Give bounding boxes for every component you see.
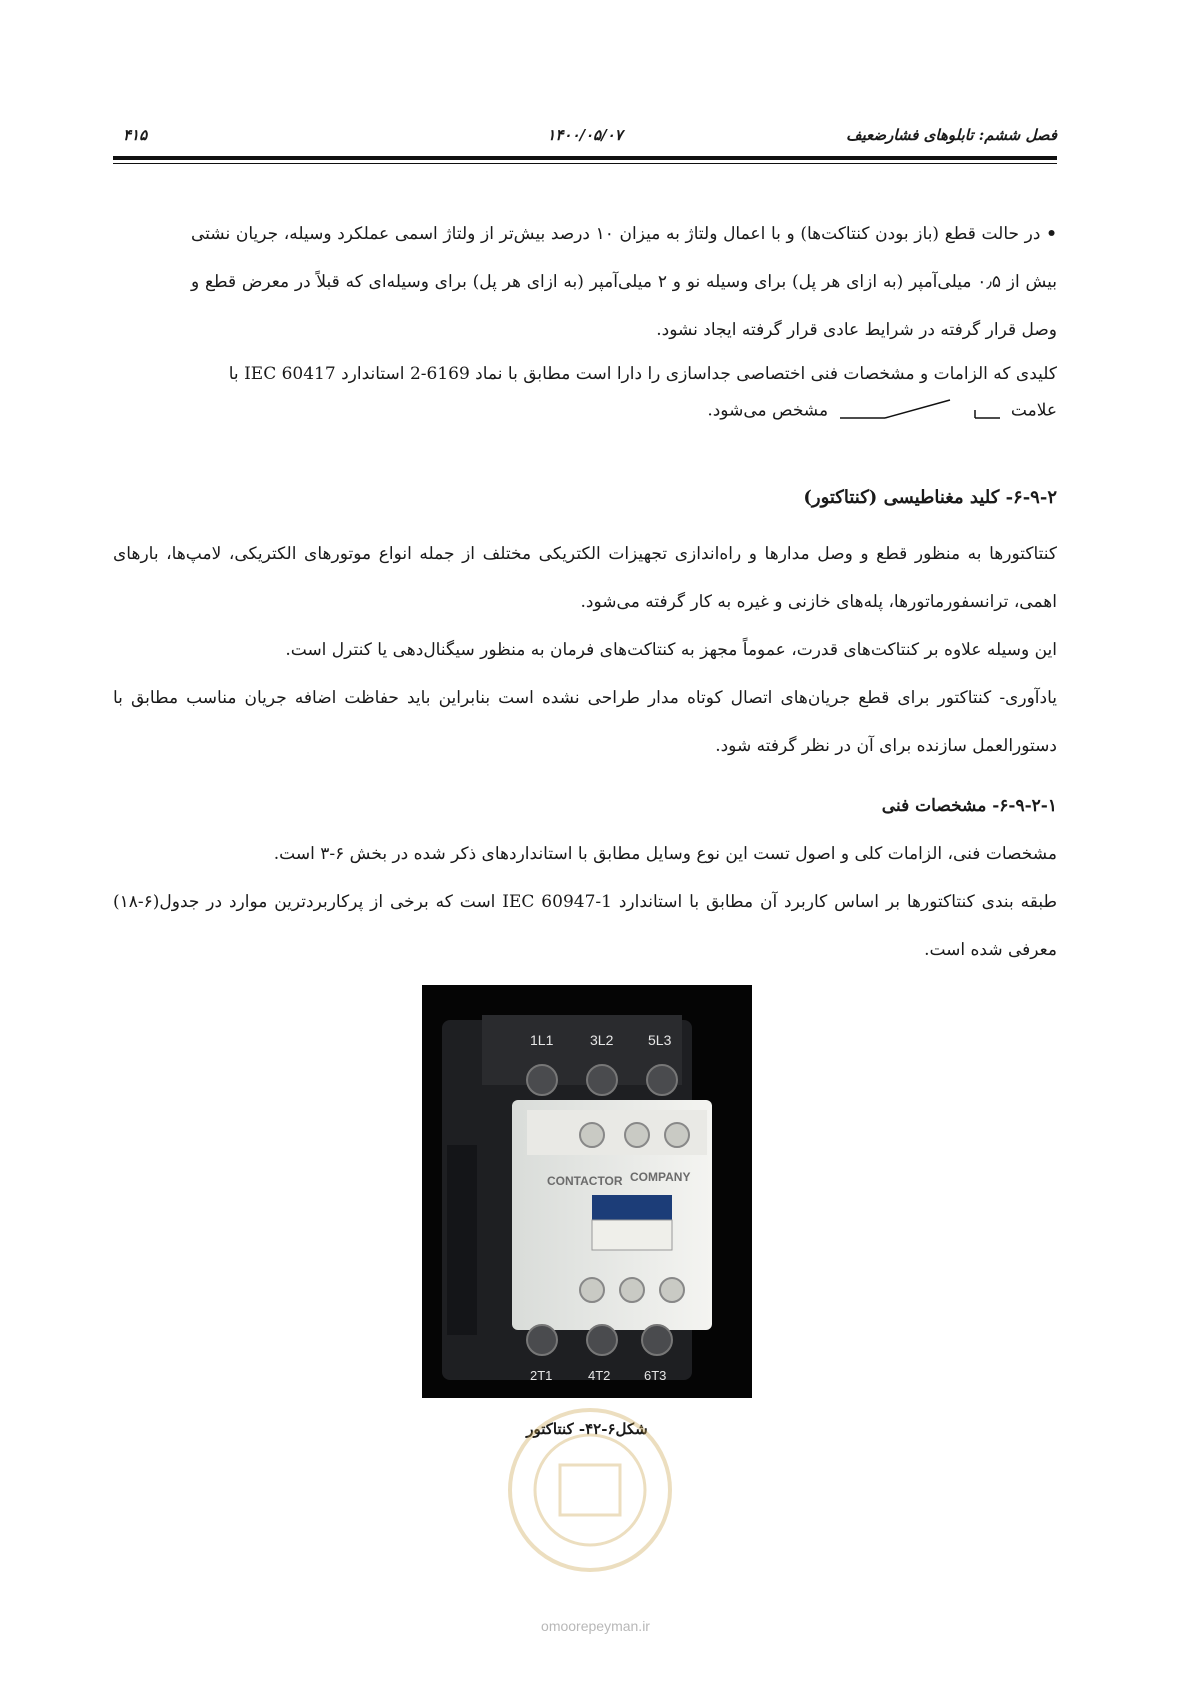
header-date: ۱۴۰۰/۰۵/۰۷ [547,126,623,144]
header-rule-thin [113,163,1057,164]
isolator-switch-symbol-icon [840,396,1000,426]
bullet-paragraph [191,210,1057,354]
isolation-paragraph: کلیدی که الزامات و مشخصات فنی اختصاصی جداسازی را دارا است مطابق با نماد 6169-2 استاندارد IEC 60417 با [228,364,1057,384]
brand-label: COMPANY [630,1170,691,1184]
bottom-terminal-label-2: 4T2 [588,1368,611,1383]
symbol-after-text: مشخص می‌شود. [707,400,829,421]
specs-para-1: مشخصات فنی، الزامات کلی و اصول تست این نوع وسایل مطابق با استانداردهای ذکر شده در بخش ۶-۳ است. [273,844,1057,864]
top-terminal-label-1: 1L1 [530,1032,554,1048]
contactor-illustration [422,985,752,1398]
figure-caption: شکل۶-۴۲- کنتاکتور [526,1420,648,1438]
contactor-para-2: این وسیله علاوه بر کنتاکت‌های قدرت، عموماً مجهز به کنتاکت‌های فرمان به منظور سیگنال‌دهی یا کنترل است. [285,640,1057,660]
section-specs [113,786,1057,974]
symbol-before-text: علامت [1010,400,1057,421]
bottom-terminal-label-3: 6T3 [644,1368,667,1383]
page-header [113,126,1057,150]
device-label: CONTACTOR [547,1174,623,1188]
watermark-url: omoorepeyman.ir [541,1618,650,1634]
chapter-title: فصل ششم: تابلوهای فشارضعیف [846,126,1057,144]
bottom-terminal-label-1: 2T1 [530,1368,553,1383]
bullet-text: در حالت قطع (باز بودن کنتاکت‌ها) و با اعمال ولتاژ به میزان ۱۰ درصد بیش‌تر از ولتاژ اسمی عملکرد وسیله، جریان نشتی بیش از ۰٫۵ میلی‌آمپر (به ازای هر پل) برای وسیله نو و ۲ میلی‌آمپر (به ازای هر پل) برای وسیله‌ای که قبلاً در معرض قطع و وصل قرار گرفته در شرایط عادی قرار گرفته ایجاد نشود. [191,224,1057,340]
contactor-photo [422,985,752,1398]
header-rule-thick [113,156,1057,160]
section-contactor [113,478,1057,770]
top-terminal-label-3: 5L3 [648,1032,672,1048]
isolator-symbol-line [707,396,1057,436]
bullet-dot: • [1046,224,1057,244]
contactor-para-1: کنتاکتورها به منظور قطع و وصل مدارها و راه‌اندازی تجهیزات الکتریکی مختلف از جمله انواع موتورهای الکتریکی، لامپ‌ها، بارهای اهمی، ترانسفورماتورها، پله‌های خازنی و غیره به کار گرفته می‌شود. [113,544,1057,612]
contactor-para-3: یادآوری- کنتاکتور برای قطع جریان‌های اتصال کوتاه مدار طراحی نشده است بنابراین باید حفاظت اضافه جریان مناسب مطابق با دستورالعمل سازنده برای آن در نظر گرفته شود. [113,688,1057,756]
page-number: ۴۱۵ [123,126,148,144]
section-heading-contactor: ۶-۹-۲- کلید مغناطیسی (کنتاکتور) [803,487,1057,508]
specs-para-2: طبقه بندی کنتاکتورها بر اساس کاربرد آن مطابق با استاندارد IEC 60947-1 است که برخی از پرکاربردترین موارد در جدول(۶-۱۸) معرفی شده است. [113,892,1057,960]
section-heading-specs: ۶-۹-۲-۱- مشخصات فنی [881,796,1057,816]
top-terminal-label-2: 3L2 [590,1032,614,1048]
watermark-seal-icon [455,1395,725,1605]
